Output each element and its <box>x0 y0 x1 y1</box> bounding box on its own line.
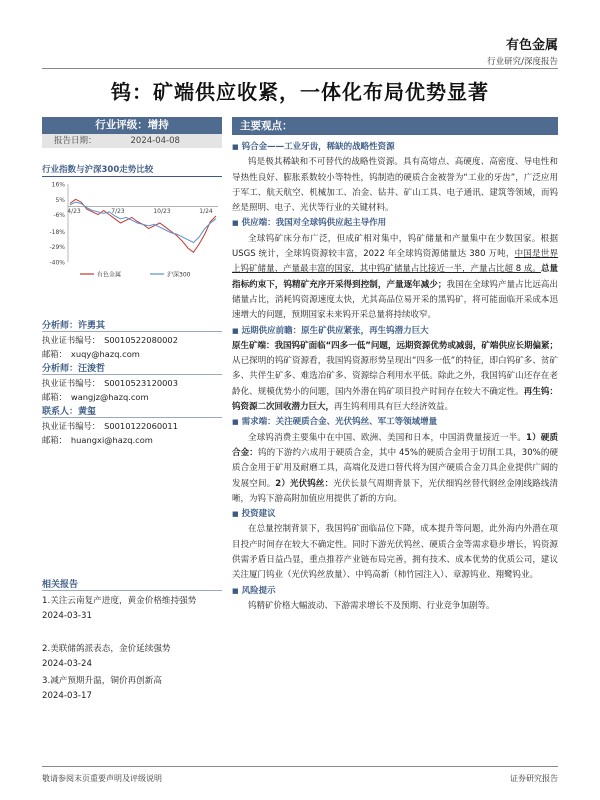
supply-text-a: 全球钨矿床分布广泛，但成矿相对集中，钨矿储量和产量集中在少数国家。根据 USGS 统计，全球钨资源较丰富，2022 年全球钨资源储量达 380 万吨， <box>232 233 558 260</box>
contact-role: 联系人： <box>42 407 79 417</box>
analyst-2-label <box>42 361 105 374</box>
analyst-1-divider <box>42 331 222 332</box>
contact-name: 黄玺 <box>78 407 97 417</box>
related-report-text[interactable]: 2.美联储鸽派表态，金价延续强势 <box>42 644 171 654</box>
primary-ore-text: 从已探明的钨矿资源看，我国钨资源形势呈现出“四多一低”的特征，即白钨矿多、贫矿多、共伴生矿多、难选冶矿多、资源综合利用水平低。除此之外，我国钨矿山还存在老龄化、规模优势小的问题，国内外潜在钨矿项目投产时间存在较大不确定性。 <box>232 356 558 397</box>
related-report-text[interactable]: 1.关注云南复产进度，黄金价格维持强势 <box>42 596 197 606</box>
related-report-item[interactable] <box>42 674 222 704</box>
related-report-date: 2024-03-17 <box>42 691 92 701</box>
contact-cert-value: S0010122060011 <box>104 421 178 431</box>
section-body-tungsten-alloy: 钨是极其稀缺和不可替代的战略性资源。具有高熔点、高硬度、高密度、导电性和导热性良好、膨胀系数较小等特性，钨制造的硬质合金被誉为“工业的牙齿”，广泛应用于军工、航天航空、机械加工、冶金、钻井、矿山工具、电子通讯、建筑等领域，而钨丝是照明、电子、光伏等行业的关键材料。 <box>232 157 558 214</box>
section-body-demand <box>232 431 558 507</box>
primary-ore-bold: 原生矿端：我国钨矿面临“四多一低”问题，远期资源优势或减弱，矿端供应长期偏紧； <box>232 340 558 351</box>
series-line-1 <box>70 202 216 242</box>
supply-text-bold: 总量指标约束下，钨精矿充序开采得到控制，产量逐年减少； <box>232 264 558 290</box>
key-points-content <box>232 140 558 614</box>
section-heading-demand: ■ 需求端：关注硬质合金、光伏钨丝、军工等领域增量 <box>232 415 558 430</box>
index-comparison-chart <box>42 180 222 285</box>
analyst-1-email[interactable] <box>42 348 140 360</box>
supply-text-underlined: 中国是世界上钨矿储量、产量最丰富的国家，其中钨矿储量占比接近一半，产量占比超 8 成。 <box>232 249 558 275</box>
related-report-date: 2024-03-31 <box>42 611 92 621</box>
analyst-1-cert <box>42 334 178 346</box>
section-heading-supply: ■ 供应端：我国对全球钨供应起主导作用 <box>232 216 558 231</box>
analyst-1-cert-label: 执业证书编号： <box>42 335 101 345</box>
legend-label: 有色金属 <box>97 271 122 279</box>
contact-divider <box>42 417 222 418</box>
section-heading-tungsten-alloy: ■ 钨合金——工业牙齿，稀缺的战略性资源 <box>232 140 558 155</box>
analyst-2-email-value[interactable]: wangjz@hazq.com <box>70 392 149 402</box>
demand-hard-alloy-text: 钨的下游约六成用于硬质合金，其中 45%的硬质合金用于切削工具，30%的硬质合金用于矿用及耐磨工具，高端化及进口替代将为国产硬质合金刀具企业提供广阔的发展空间。 <box>232 447 558 489</box>
analyst-1-label <box>42 318 105 331</box>
recycled-tungsten-bold: 再生钨：钨资源二次回收潜力巨大， <box>232 386 558 413</box>
contact-cert <box>42 420 178 432</box>
analyst-2-cert-value: S0010523120003 <box>104 378 178 388</box>
x-tick-label: 1/24 <box>199 207 213 215</box>
key-points-bar: 主要观点： <box>232 117 558 135</box>
report-title: 钨：矿端供应收紧，一体化布局优势显著 <box>111 80 489 104</box>
footer-report-type: 证券研究报告 <box>510 774 558 783</box>
analyst-2-cert <box>42 377 178 389</box>
report-date-value: 2024-04-08 <box>130 136 180 146</box>
related-report-text[interactable]: 3.减产预期升温，铜价再创新高 <box>42 676 162 686</box>
analyst-2-email-label: 邮箱： <box>42 392 67 402</box>
section-heading-risk: ■ 风险提示 <box>232 584 558 599</box>
analyst-1-name: 许勇其 <box>78 321 106 331</box>
analyst-1-role: 分析师： <box>42 321 79 331</box>
contact-email-label: 邮箱： <box>42 435 67 445</box>
y-tick-label: -40% <box>49 259 65 267</box>
footer-divider <box>42 766 558 767</box>
contact-email[interactable] <box>42 434 153 446</box>
legend-label: 沪深300 <box>167 271 191 279</box>
section-heading-investment: ■ 投资建议 <box>232 507 558 522</box>
report-category: 有色金属 <box>505 38 558 53</box>
demand-pv-wire-bold: 2）光伏钨丝： <box>275 478 334 489</box>
x-tick-label: 4/23 <box>67 207 81 215</box>
y-tick-label: -29% <box>49 244 65 252</box>
analyst-2-role: 分析师： <box>42 364 79 374</box>
analyst-2-cert-label: 执业证书编号： <box>42 378 101 388</box>
section-body-supply <box>232 232 558 324</box>
demand-text-a: 全球钨消费主要集中在中国、欧洲、美国和日本，中国消费量接近一半。 <box>248 432 527 443</box>
analyst-1-email-label: 邮箱： <box>42 349 67 359</box>
x-tick-label: 7/23 <box>111 207 125 215</box>
rating-bar: 行业评级：增持 <box>42 117 222 134</box>
y-tick-label: -18% <box>49 228 65 236</box>
analyst-2-divider <box>42 374 222 375</box>
report-date-label: 报告日期： <box>54 136 97 146</box>
section-body-risk: 钨精矿价格大幅波动、下游需求增长不及预期、行业竞争加剧等。 <box>248 600 495 611</box>
x-tick-label: 10/23 <box>153 207 171 215</box>
recycled-tungsten-text: 再生钨利用具有巨大经济效益。 <box>334 402 454 413</box>
analyst-2-name: 汪浚哲 <box>78 364 106 374</box>
series-line-0 <box>70 199 216 252</box>
y-tick-label: 5% <box>55 196 65 204</box>
related-report-item[interactable] <box>42 594 222 624</box>
analyst-1-email-value[interactable]: xuqy@hazq.com <box>70 349 140 359</box>
related-report-date: 2024-03-24 <box>42 659 92 669</box>
supply-text-c: 我国在全球钨产量占比远高出储量占比，消耗钨资源速度太快，尤其高品位易开采的黑钨矿，将可能面临开采成本迅速增大的问题，预期国家未来钨开采总量将持续收窄。 <box>232 279 558 321</box>
report-date-row <box>42 134 222 148</box>
demand-pv-wire-text: 光伏长景气周期背景下，光伏细钨丝替代钢丝金刚线路线清晰，为钨下游高附加值应用提供了新的方向。 <box>232 478 558 504</box>
analyst-2-email[interactable] <box>42 391 149 403</box>
section-body-investment: 在总量控制背景下，我国钨矿面临品位下降，成本提升等问题，此外海内外潜在项目投产时间存在较大不确定性。同时下游光伏钨丝、硬质合金等需求稳步增长，钨资源供需矛盾日益凸显，重点推荐产业链布局完善，拥有技术、成本优势的优质公司，建议关注厦门钨业（光伏钨丝放量）、中钨高新（柿竹园注入）、章源钨业、翔鹭钨业。 <box>232 524 558 581</box>
related-reports-divider <box>42 590 222 591</box>
section-heading-forward-supply: ■ 远期供应前瞻：原生矿供应紧张，再生钨潜力巨大 <box>232 324 558 339</box>
chart-title-divider <box>42 176 222 177</box>
chart-title: 行业指数与沪深300走势比较 <box>42 165 154 175</box>
analyst-1-cert-value: S0010522080002 <box>104 335 178 345</box>
section-body-forward-supply <box>232 339 558 415</box>
report-subcategory: 行业研究/深度报告 <box>487 57 558 67</box>
related-report-item[interactable] <box>42 642 222 672</box>
y-tick-label: 16% <box>51 181 65 189</box>
header-divider <box>42 68 558 69</box>
footer-disclaimer: 敬请参阅末页重要声明及评级说明 <box>42 774 162 783</box>
contact-label <box>42 404 96 417</box>
related-reports-title: 相关报告 <box>42 580 79 590</box>
y-tick-label: -6% <box>53 212 65 220</box>
demand-hard-alloy-bold: 1）硬质合金： <box>232 432 558 458</box>
contact-cert-label: 执业证书编号： <box>42 421 101 431</box>
contact-email-value[interactable]: huangxi@hazq.com <box>70 435 153 445</box>
